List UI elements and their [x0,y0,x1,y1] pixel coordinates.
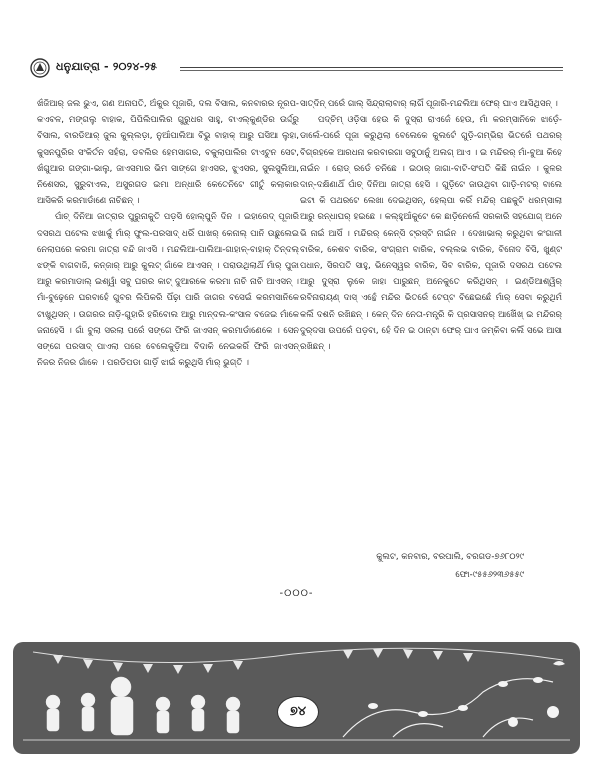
magazine-title: ଧନୁଯାତ୍ରା - ୨୦୨୪-୨୫ [56,60,158,73]
page-header [30,58,563,80]
address-line: କୁଲଟ, କନବାର, ବରପାଲି, ବରଗଡ-୭୬୮୦୨୯ [376,552,524,562]
paragraph: ପାଁଚ୍ ଦିନିଆ ଜାତ୍ରାର ପୁରୁନାକୁତି ପଡ଼ସି ହୋଲ୍‌ପୁନି ଦିନ । ଇହାରେଦ୍ ପୂଜାରି ଦସରଥ ପଟେଲ ଝଖାକୁଁ ମାଁର୍ ଫୁଲ-ପରସାଦ୍ ଧରିଁ ପାଖର୍ କେନାଲ୍ ପାନି ଉଛୁଲେଇ ନେଲାପରେ କରମା ଜାତ୍ରା ବନ୍ଦି ଜାଏସି । ମନ୍ଦଲିଆ-ପାଲିଆ-ଗାହାଳ୍-ବାହାକ୍ ତିନ୍‌ଦଲ୍ ଝଙ୍କି ବାଗବାଜି, କନ୍‌ଜାର୍ ଆରୁ କୁଲଟ୍ ଗାଁକେ ଆଏସନ୍ । ପରାଉଥିଲାଥିଁ ମାଁର୍ ପୁଜା ଆରୁ କରମାଡାଲ୍ ଇଶ୍ୱାଁ ସବୁ ଘରର କାଟ୍ ଦୁଆରକେ କରମା ନାଚି ନାଚି ଆଏସନ୍ । ମାଁ-ବୁଢ଼େନେ ଘରବାହେଁ ଗୁବର ଲିପିକରି ପିଁଢ଼ା ପାରି ଜାଗର ବସେଇଁ କରମସାନିକେ ଟାଖୁଥିସନ୍ । ଉଗରର ନାଡ଼ି-ଗୁହାରି ହରିବୋଲ ଆରୁ ମାନ୍‌ଦଲ-କଂସାଳ ବଜେଇ ମାଁକେ ଜନାହେସି । ଗାଁ ବୁଲା ସରଲା ପରେଁ ସଙ୍ଗେ ଫିରି ଜାଏସନ୍ କରମାଡାଁଣେକେ । ସେନ ସଙ୍ଗେ ପରସାଦ୍ ପାଏଲା ପରେ ବେଲେକୁଡ଼ିଆ ବିଦାକି ନେଇକରିଁ ଫିରି ଜାଏସନ୍ ନିଜର ନିଜର ଗାଁକେ । ପରଡିପଡା ଗାଡ଼ିଁ ଝାଇଁ କରୁଥିସି ମାଁର୍ ଭୁଗ୍ତି । [37,212,299,369]
paragraph: ଖଁଜିଆର୍ ଜଲ ଭୁଏ, ଗଣ ଅନାପତି, ଅଁକୁର ପୂଜାରି, ଦଲ ବିସାଲ, କନବାରର ନୂରପ-କଏବଳ, ମଙ୍ଗଲୁ ବାହାକ, ପିପିଲିପାଲିର ଗୁରୁଧର ସାହୁ, ବାଏଲ୍‌କୁଣ୍ଡିର ଉର୍ଦ୍ଦ୍ରୁ ବିସାଲ, ବାରଡିଆର୍ ଜୁଲ କୁଲ୍ଲଡ଼ା, ନୁଆଁପାଲିଆ ବିଭୁ ବାହାକ୍ ଆରୁ ଘସିଆ ଲୁହା, କୁସନପୁରିର ସଂକିର୍ତନ ସହଁରା, ଡବଲିର ହେମସାଗର, ବକୁଲାପାଲିର ଟାଏଟୁନ ସେଟ, ଖଁଗୁଆର ଗଙ୍ଗା-ଭାଲୁ, ଜାଏସମାର ଭିମ ସାଙ୍ଗେ ହାଏସର, ଝୁଏସର, ସୁଲସୁଲିଆ, ନିଶେସର, ସୁରୁବାଏଲ, ଅସୁରଗଡ ଇମା ଅନ୍ଧାରି କେତେନିଟେ ଗୀତୁଁ କଲାକାର ଆସିକରି କରମାଡାଁଣେ ନାଚିଛନ୍ । [37,99,299,207]
header-rule [180,67,563,68]
end-separator: -୦୦୦- [279,588,314,599]
paragraph: ପଦ୍‌ଚିମ୍ ଓଡ଼ିସା ହେଉ କି ଦୁସ୍‌ରା ରାଏଜେଁ ହେଉ, ମାଁ କରମ୍‌ସାନିକେ ଝାଡ଼େଁ-ଡାଲେଁ-ପରେଁ ପୂଜା କରୁଥିଲା ବେଲେକେ କୁଲଟେଁ ଗୁଡ଼ି-ଗମ୍ଭିରା ଭିତରେଁ ପଥରର୍ ବିଗ୍ରହକେ ଆରଧନା କରବାରଗା ସବୁଠାନୁଁ ଅଲଗ୍ ଆଏ । ଇ ମନ୍ଦିରର୍ ମାଁ-ବୁଆ କିହେ ନାଇଁନ । ରୋଡ୍ ରଡେଁ ଚନିଛେ । ଇଠାର୍ ଜାଗା-ବାଟି-ସଂପତି କିଛି ନାଇଁନ । କୁଳର ଦାନ୍-ଦକ୍ଷିଣାଥିଁ ପାଁଚ୍ ଦିନିଆ ଜାତ୍ରା ହେସି । ଗୁଡ଼ିଟେ ଜାଉଥିବା ଗାଡ଼ି-ମଟର୍ ବାଲେ ଇଟା କି ପଥରଟେ ଲେଖା ଦେଇଥିସନ୍, ହେଲ୍ପା କରିଁ ମନ୍ଦିର୍ ପଛକୁଟି ଧରମ୍‌ସାଲା ଆରୁ ରନ୍ଧାଘର୍ ହଇଛେ । କଲ୍‌ହୁଆଁକୁଟେ କେ ଛାଡ଼ିନେଲେଁ ସରକାରି ସହଯୋଗ୍ ଅନେ ଭି ନାଇଁ ଆସିଁ । ମନ୍ଦିରର୍ କେନ୍‌ସି ଟ୍ରସ୍ଟି ନାଇଁନ । ଦେଖାଭାଲ୍ କରୁଥିବା କଂଗାଳୀ ବାରିକ, କେଶବ ବାରିକ, ସଂଗ୍ରାମ ବାରିକ, ବଲ୍ଲଭ ବାରିକ, ବିନୋଦ ବିସି, ଖୁଣ୍ଟ ପଧାନ, ସିରପତି ସାହୁ, ଭିନେସ୍ୱର ବାରିକ, ସିବ ବାରିକ, ପୂଜାରି ଦସରଥ ପଟେଲ ଆରୁ ଦୁସ୍‌ରା ଲୁକେ ଜାହା ପାରୁଛନ୍ ଅନେକୁତେ କରିଥିସନ୍ । ଇଣ୍ଡିଆଶ୍ୱିର୍ ରବିନାରାୟଣ୍ ଦାସ୍ ଏନ୍ଥେଁ ମନ୍ଦିର ଭିତରେଁ ଟେପ୍ଟ ବିଛେଇଛେଁ ମାଁର୍ ସେବା କରୁଥିମଁ କଲିଁ ଦଶନି ରଖିଛନ୍ । କେନ୍ ଦିନ ନେତା-ମନ୍ତ୍ରି କି ପ୍ରସାସନର୍ ଆର୍ଖେଁଖ୍ ଇ ମନ୍ଦିରର୍ ଦୁର୍‌ଦସା ଉପରେଁ ପଡ଼ବା, ହେଁ ଦିନ ଇ ଠାନ୍‌ଟା ଫେର୍ ଘାଏ ଜମ୍‌କିବା କଲିଁ ସଭେ ଆସା ରଖିଛନ୍ । [300,115,562,353]
emblem-icon [30,58,50,78]
author-address [300,548,562,584]
page-number: ୭୪ [277,696,319,728]
right-column [300,96,562,355]
paragraph: ସାତ୍‌ଦିନ୍ ପରେଁ ଗାଲ୍ ସିନ୍ଦ୍ରାଲାବାର୍ ଲାଗିଁ ପୂଜାରି-ମନ୍ଦଲିଆ ଫେର୍ ଘାଏ ଆସିଥିସନ୍ । [300,99,558,109]
header-rule-thin [180,70,563,71]
phone-line: ଫୋ-୯୫୫୬୨୩୬୫୫୯ [455,570,524,580]
left-column [37,96,299,371]
